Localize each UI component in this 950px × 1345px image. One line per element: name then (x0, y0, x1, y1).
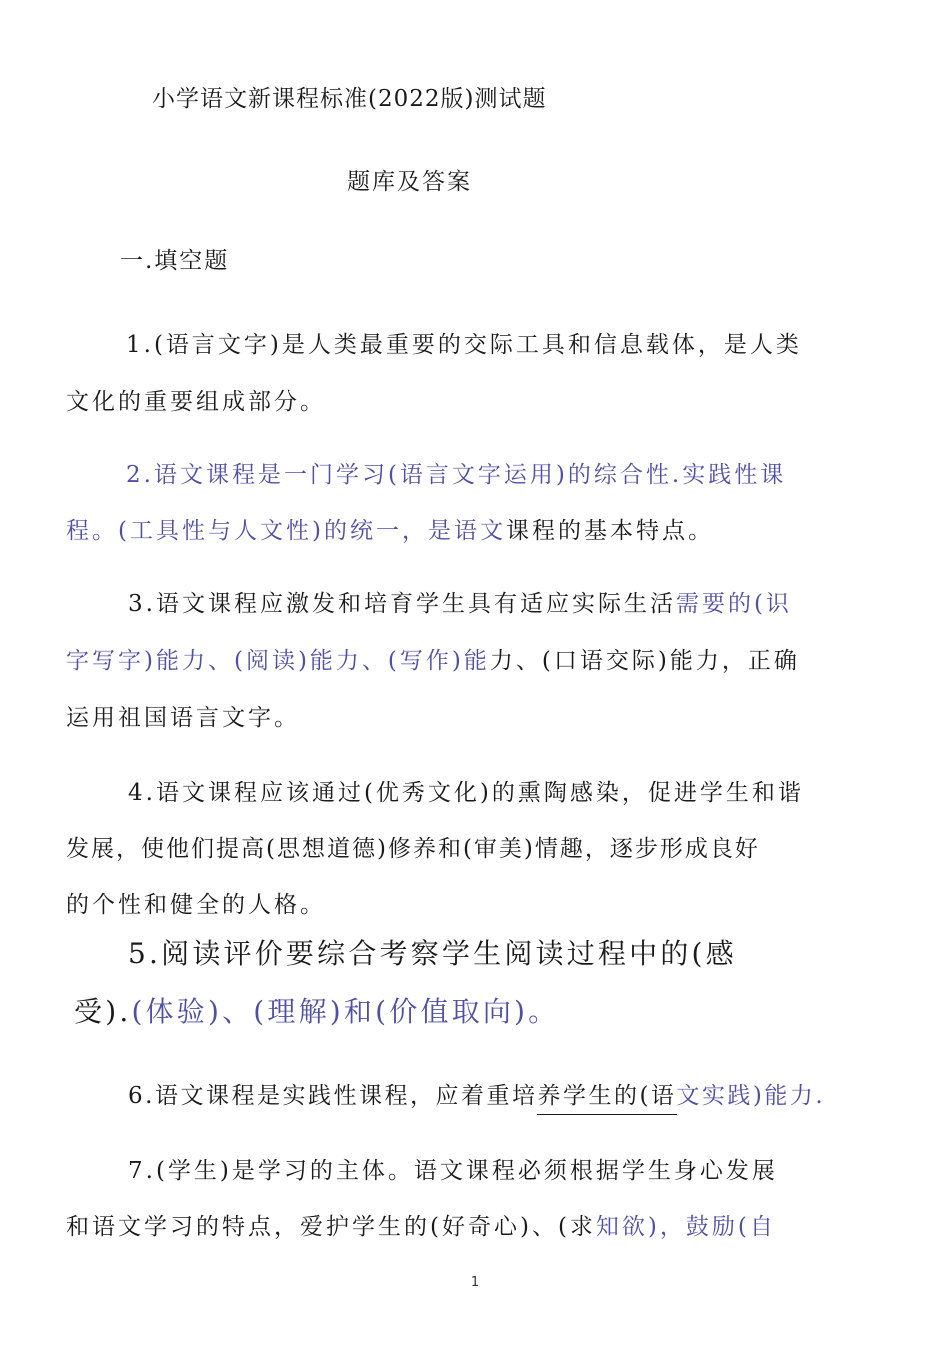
question-3-line-2-highlight: 字写字)能力、(阅读)能力、(写作)能 (66, 648, 490, 674)
question-1-line-2: 文化的重要组成部分。 (66, 389, 326, 415)
question-6-line-1 (128, 1085, 825, 1108)
question-7-line-2-highlight: 知欲)，鼓励(自 (595, 1214, 776, 1240)
question-2-line-2 (66, 520, 714, 543)
question-3-line-2-rest: 力、(口语交际)能力，正确 (489, 648, 800, 674)
question-7-line-2-text: 和语文学习的特点，爱护学生的(好奇心)、(求 (66, 1214, 596, 1240)
question-5-line-2-highlight: (体验)、(理解)和(价值取向)。 (131, 995, 560, 1028)
question-6-highlight: 文实践)能力. (676, 1083, 826, 1109)
question-2-line-2-highlight: 程。(工具性与人文性)的统一，是语文 (66, 518, 506, 544)
question-2-line-1: 2.语文课程是一门学习(语言文字运用)的综合性.实践性课 (126, 462, 787, 488)
question-5-line-1: 5.阅读评价要综合考察学生阅读过程中的(感 (128, 937, 737, 970)
question-3-line-2 (66, 650, 800, 673)
section-heading: 一.填空题 (120, 248, 230, 274)
question-5-line-2-text: 受). (74, 995, 132, 1028)
question-7-line-2 (66, 1216, 776, 1239)
question-4-line-2: 发展，使他们提高(思想道德)修养和(审美)情趣，逐步形成良好 (66, 836, 760, 862)
doc-title: 小学语文新课程标准(2022版)测试题 (152, 86, 547, 112)
question-3-line-1-text: 3.语文课程应激发和培育学生具有适应实际生活 (128, 591, 676, 617)
question-3-line-1 (128, 593, 792, 616)
question-2-line-2-rest: 课程的基本特点。 (505, 518, 714, 544)
doc-subtitle: 题库及答案 (347, 169, 472, 195)
question-3-line-1-highlight: 需要的(识 (675, 591, 792, 617)
question-4-line-3: 的个性和健全的人格。 (66, 892, 326, 918)
question-5-line-2 (74, 995, 560, 1028)
question-1-line-1: 1.(语言文字)是人类最重要的交际工具和信息载体，是人类 (126, 332, 802, 358)
question-6-text: 6.语文课程是实践性课程，应着重培养学生的(语 (128, 1083, 677, 1109)
question-3-line-3: 运用祖国语言文字。 (66, 705, 300, 731)
page-number: 1 (470, 1275, 480, 1290)
question-4-line-1: 4.语文课程应该通过(优秀文化)的熏陶感染，促进学生和谐 (128, 780, 804, 806)
underline-mark (537, 1114, 677, 1115)
question-7-line-1: 7.(学生)是学习的主体。语文课程必须根据学生身心发展 (128, 1158, 778, 1184)
